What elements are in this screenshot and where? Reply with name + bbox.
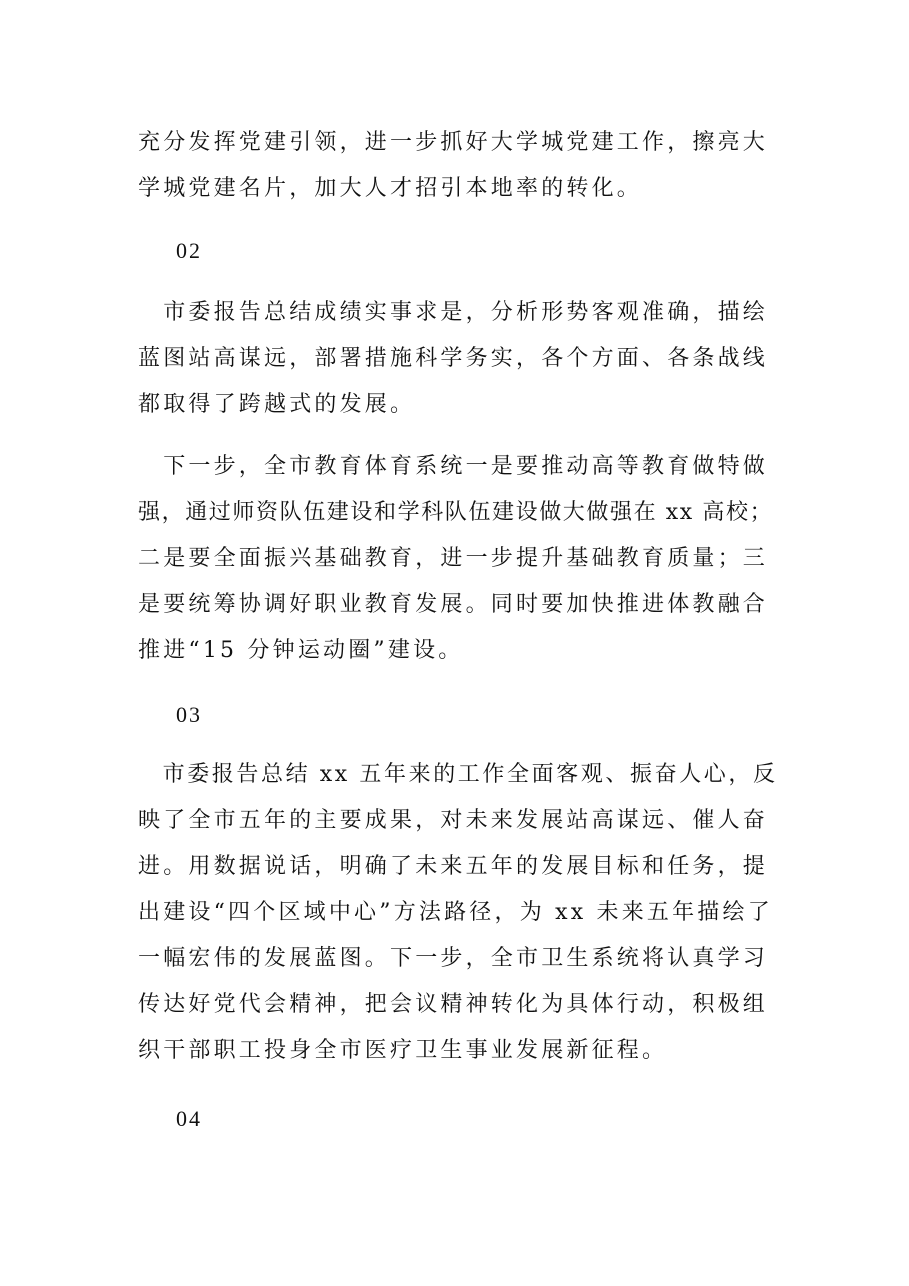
paragraph-line: 是要统筹协调好职业教育发展。同时要加快推进体教融合	[138, 592, 769, 617]
paragraph-1	[138, 120, 778, 212]
paragraph-line: 推进“15 分钟运动圈”建设。	[138, 638, 464, 663]
paragraph-2	[138, 290, 778, 428]
paragraph-line: 市委报告总结成绩实事求是，分析形势客观准确，描绘	[138, 300, 769, 325]
paragraph-3	[138, 444, 778, 674]
paragraph-line: 下一步，全市教育体育系统一是要推动高等教育做特做	[138, 454, 769, 479]
paragraph-line: 强，通过师资队伍建设和学科队伍建设做大做强在 xx 高校；	[138, 500, 774, 525]
section-number-04: 04	[176, 1106, 202, 1131]
paragraph-line: 传达好党代会精神，把会议精神转化为具体行动，积极组	[138, 992, 769, 1017]
paragraph-4	[138, 752, 778, 1074]
paragraph-line: 市委报告总结 xx 五年来的工作全面客观、振奋人心，反	[138, 762, 778, 787]
paragraph-line: 都取得了跨越式的发展。	[138, 392, 416, 417]
paragraph-line: 学城党建名片，加大人才招引本地率的转化。	[138, 176, 643, 201]
paragraph-line: 织干部职工投身全市医疗卫生事业发展新征程。	[138, 1038, 668, 1063]
section-number-03: 03	[176, 702, 202, 727]
paragraph-line: 二是要全面振兴基础教育，进一步提升基础教育质量；三	[138, 546, 769, 571]
paragraph-line: 一幅宏伟的发展蓝图。下一步，全市卫生系统将认真学习	[138, 946, 769, 971]
paragraph-line: 映了全市五年的主要成果，对未来发展站高谋远、催人奋	[138, 808, 769, 833]
paragraph-line: 蓝图站高谋远，部署措施科学务实，各个方面、各条战线	[138, 346, 769, 371]
paragraph-line: 充分发挥党建引领，进一步抓好大学城党建工作，擦亮大	[138, 130, 769, 155]
paragraph-line: 出建设“四个区域中心”方法路径，为 xx 未来五年描绘了	[138, 900, 773, 925]
section-number-02: 02	[176, 238, 202, 263]
paragraph-line: 进。用数据说话，明确了未来五年的发展目标和任务，提	[138, 854, 769, 879]
